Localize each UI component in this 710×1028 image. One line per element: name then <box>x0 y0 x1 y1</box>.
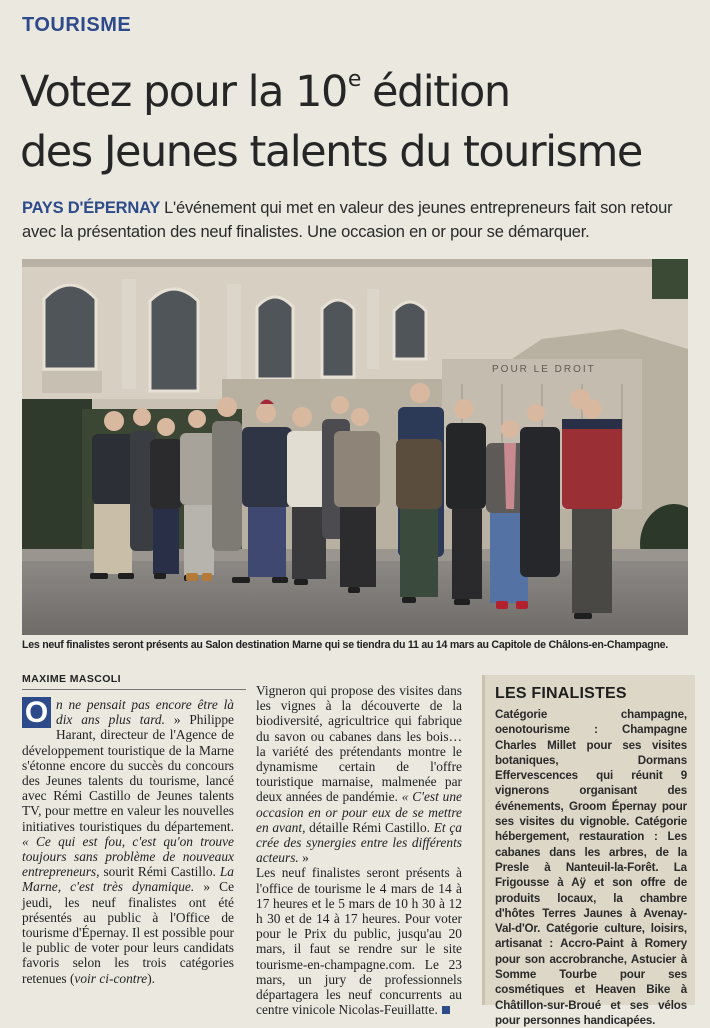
article-paragraph-3 <box>256 865 462 1017</box>
article-paragraph-1 <box>22 697 234 986</box>
article-column-1 <box>22 697 234 986</box>
article-text: Les neuf finalistes seront présents à l'office de tourisme le 4 mars de 14 à 17 heures et le 5 mars de 10 h 30 à 12 h 30 et de 14 à 17 heures. Pour voter pour le Prix du public, jusqu'au 20 mars, il faut se rendre sur le site tourisme-en-champagne.com. Le 23 mars, un jury de professionnels départagera les neuf concurrents au centre vinicole Nicolas-Feuillatte. <box>256 865 462 1018</box>
article-text: Vigneron qui propose des visites dans les vignes à la découverte de la biodiversité, agricultrice qui fabrique du savon ou cabanes dans les bois… la variété des prétendants montre le dynamisme certain de l'offre touristique marnaise, malmenée par deux années de pandémie. <box>256 683 462 805</box>
photo-caption: Les neuf finalistes seront présents au Salon destination Marne qui se tiendra du 11 au 14 mars au Capitole de Châlons-en-Champagne. <box>22 639 668 651</box>
article-text: sourit Rémi Castillo. <box>99 864 220 880</box>
article-text: » <box>298 850 309 866</box>
drop-cap: O <box>22 697 51 728</box>
byline: MAXIME MASCOLI <box>22 673 121 685</box>
article-paragraph-2 <box>256 683 462 865</box>
article-text: » Ce jeudi, les neuf finalistes ont été présentés au public à l'Office de tourisme d'Épernay. Il est possible pour le public de voter pour leurs candidats favoris selon les trois catégories retenues ( <box>22 879 235 986</box>
finalists-text: Catégorie champagne, oenotourisme : Champagne Charles Millet pour ses visites botaniques, Dormans Effervescences qui réunit 9 vignerons organisant des événements, Groom Épernay pour ses visites du vignoble. Catégorie hébergement, restauration : Les cabanes dans les arbres, de la Presle à Nanteuil-la-Forêt. La Frigousse à Aÿ et son offre de produits locaux, la chambre d'hôtes Terres Jaunes à Avenay-Val-d'Or. Catégorie culture, loisirs, artisanat : Accro-Paint à Romery pour son accrobranche, Astucier à Somme Tourbe pour ses cosmétiques et Heaven Bike à Châtillon-sur-Broué et ses vélos pour personnes handicapées. <box>495 708 687 1027</box>
section-rubric: TOURISME <box>22 14 132 36</box>
article-text: » Philippe Harant, directeur de l'Agence de développement touristique de la Marne s'étonne encore du succès du concours des Jeunes talents du tourisme, lancé avec Rémi Castillo de Jeunes talents TV, pour mettre en valeur les nouvelles initiatives touristiques du département. <box>22 712 235 834</box>
headline-part-2: édition <box>359 67 510 117</box>
article-quote: « Ce qui est fou, c'est qu'on trouve toujours sans problème de nouveaux entrepreneurs, <box>22 833 234 880</box>
cross-reference: voir ci-contre <box>74 970 148 986</box>
standfirst <box>22 196 694 244</box>
article-text: détaille Rémi Castillo. <box>305 819 434 835</box>
opening-quote: n ne pensait pas encore être là dix ans plus tard. <box>56 697 234 728</box>
location-label: PAYS D'ÉPERNAY <box>22 199 161 217</box>
headline-part-1: Votez pour la 10 <box>20 67 347 117</box>
article-quote: « C'est une occasion en or pour eux de se mettre en avant, <box>256 789 462 835</box>
article-quote: Et ça crée des synergies entre les différents acteurs. <box>256 819 462 866</box>
byline-rule <box>22 689 246 690</box>
finalists-title: LES FINALISTES <box>495 685 627 702</box>
group-photo <box>22 259 688 635</box>
standfirst-text: L'événement qui met en valeur des jeunes entrepreneurs fait son retour avec la présentation des neuf finalistes. Une occasion en or pour se démarquer. <box>22 199 673 241</box>
article-text: ). <box>147 970 155 986</box>
article-column-2 <box>256 683 462 1017</box>
headline-superscript: e <box>347 67 360 92</box>
end-mark-icon <box>442 1006 450 1014</box>
wall-inscription: POUR LE DROIT <box>492 364 596 375</box>
article-quote: La Marne, c'est très dynamique. <box>22 864 234 895</box>
finalists-box <box>482 675 695 1027</box>
headline-line-2: des Jeunes talents du tourisme <box>20 127 642 177</box>
headline <box>20 50 700 182</box>
